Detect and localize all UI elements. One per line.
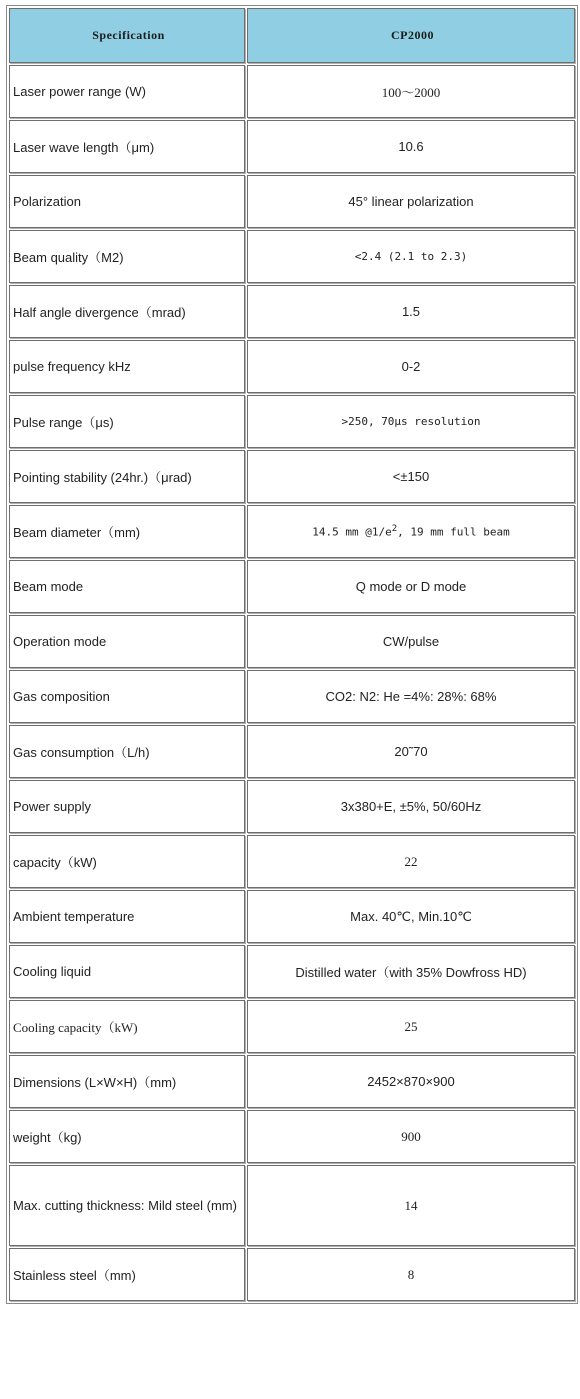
- row-value: 2452×870×900: [247, 1055, 575, 1108]
- row-label: weight（kg): [9, 1110, 245, 1163]
- table-row: [9, 395, 575, 448]
- table-row: [9, 1055, 575, 1108]
- table-row: [9, 1165, 575, 1246]
- row-value: 8: [247, 1248, 575, 1301]
- row-value: Q mode or D mode: [247, 560, 575, 613]
- row-label: Beam mode: [9, 560, 245, 613]
- row-label: pulse frequency kHz: [9, 340, 245, 393]
- row-label: Gas consumption（L/h): [9, 725, 245, 778]
- table-row: [9, 120, 575, 173]
- table-row: [9, 285, 575, 338]
- table-row: [9, 505, 575, 558]
- table-row: [9, 890, 575, 943]
- table-row: [9, 780, 575, 833]
- row-value: 22: [247, 835, 575, 888]
- row-value: Distilled water（with 35% Dowfross HD): [247, 945, 575, 998]
- row-label: Power supply: [9, 780, 245, 833]
- row-label: Beam quality（M2): [9, 230, 245, 283]
- row-value: 900: [247, 1110, 575, 1163]
- row-value: CW/pulse: [247, 615, 575, 668]
- row-label: Max. cutting thickness: Mild steel (mm): [9, 1165, 245, 1246]
- row-label: Operation mode: [9, 615, 245, 668]
- header-model: CP2000: [247, 8, 575, 63]
- row-value: 10.6: [247, 120, 575, 173]
- row-label: Ambient temperature: [9, 890, 245, 943]
- row-value: 20˜70: [247, 725, 575, 778]
- table-row: [9, 340, 575, 393]
- row-value: Max. 40℃, Min.10℃: [247, 890, 575, 943]
- row-value: >250, 70μs resolution: [247, 395, 575, 448]
- row-label: Half angle divergence（mrad): [9, 285, 245, 338]
- table-row: [9, 835, 575, 888]
- row-label: Cooling liquid: [9, 945, 245, 998]
- table-row: [9, 230, 575, 283]
- beam-diameter-prefix: 14.5 mm @1/e: [312, 525, 392, 539]
- table-row: [9, 560, 575, 613]
- table-row: [9, 725, 575, 778]
- row-value: 45° linear polarization: [247, 175, 575, 228]
- row-label: Dimensions (L×W×H)（mm): [9, 1055, 245, 1108]
- row-value: 14: [247, 1165, 575, 1246]
- row-label: Laser power range (W): [9, 65, 245, 118]
- row-label: Polarization: [9, 175, 245, 228]
- beam-diameter-suffix: , 19 mm full beam: [397, 525, 510, 539]
- row-value: 25: [247, 1000, 575, 1053]
- row-label: capacity（kW): [9, 835, 245, 888]
- row-label: Pointing stability (24hr.)（μrad): [9, 450, 245, 503]
- row-label: Stainless steel（mm): [9, 1248, 245, 1301]
- table-row: [9, 175, 575, 228]
- table-row: [9, 670, 575, 723]
- row-label: Gas composition: [9, 670, 245, 723]
- row-label: Beam diameter（mm): [9, 505, 245, 558]
- table-row: [9, 1248, 575, 1301]
- row-label: Laser wave length（μm): [9, 120, 245, 173]
- row-label: Pulse range（μs): [9, 395, 245, 448]
- header-specification: Specification: [9, 8, 245, 63]
- table-row: [9, 945, 575, 998]
- row-value: 0-2: [247, 340, 575, 393]
- table-row: [9, 1110, 575, 1163]
- row-value: [247, 505, 575, 558]
- specification-table: [6, 5, 578, 1304]
- row-value: 100～2000: [247, 65, 575, 118]
- row-label: Cooling capacity（kW): [9, 1000, 245, 1053]
- row-value: 1.5: [247, 285, 575, 338]
- row-value: 3x380+E, ±5%, 50/60Hz: [247, 780, 575, 833]
- table-header-row: [9, 8, 575, 63]
- table-row: [9, 65, 575, 118]
- table-row: [9, 615, 575, 668]
- row-value: <2.4 (2.1 to 2.3): [247, 230, 575, 283]
- table-row: [9, 450, 575, 503]
- row-value: <±150: [247, 450, 575, 503]
- row-value: CO2: N2: He =4%: 28%: 68%: [247, 670, 575, 723]
- table-row: [9, 1000, 575, 1053]
- beam-diameter-superscript: 2: [391, 524, 398, 535]
